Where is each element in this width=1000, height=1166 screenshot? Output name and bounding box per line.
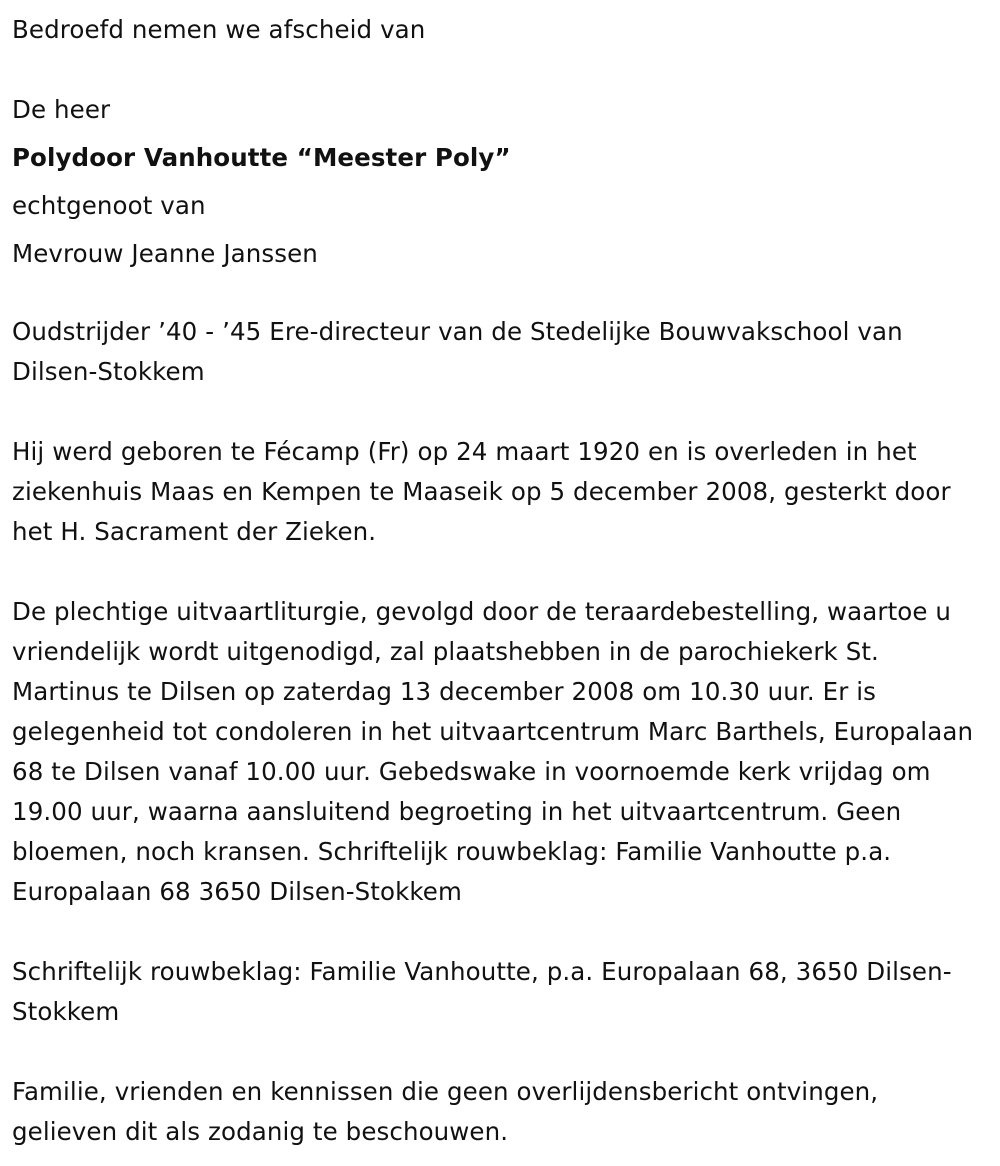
salutation: De heer [12,95,111,124]
spacer [12,392,988,432]
spacer [12,552,988,592]
titles-paragraph: Oudstrijder ’40 - ’45 Ere-directeur van de Stedelijke Bouwvakschool van Dilsen-Stokkem [12,317,903,386]
spacer [12,912,988,952]
deceased-name: Polydoor Vanhoutte “Meester Poly” [12,143,511,172]
relation-line: echtgenoot van [12,191,206,220]
closing-paragraph: Familie, vrienden en kennissen die geen overlijdensbericht ontvingen, gelieven dit als zodanig te beschouwen. [12,1077,879,1146]
intro-line: Bedroefd nemen we afscheid van [12,15,426,44]
birth-death-paragraph: Hij werd geboren te Fécamp (Fr) op 24 maart 1920 en is overleden in het ziekenhuis Maas en Kempen te Maaseik op 5 december 2008, gesterkt door het H. Sacrament der Zieken. [12,437,951,546]
spacer [12,54,988,86]
spacer [12,1032,988,1072]
spacer [12,278,988,312]
funeral-paragraph: De plechtige uitvaartliturgie, gevolgd door de teraardebestelling, waartoe u vriendelijk wordt uitgenodigd, zal plaatshebben in de parochiekerk St. Martinus te Dilsen op zaterdag 13 december 2008 om 10.30 uur. Er is gelegenheid tot condoleren in het uitvaartcentrum Marc Barthels, Europalaan 68 te Dilsen vanaf 10.00 uur. Gebedswake in voornoemde kerk vrijdag om 19.00 uur, waarna aansluitend begroeting in het uitvaartcentrum. Geen bloemen, noch kransen. Schriftelijk rouwbeklag: Familie Vanhoutte p.a. Europalaan 68 3650 Dilsen-Stokkem [12,597,974,906]
spouse-name: Mevrouw Jeanne Janssen [12,239,318,268]
condolences-paragraph: Schriftelijk rouwbeklag: Familie Vanhoutte, p.a. Europalaan 68, 3650 Dilsen-Stokkem [12,957,952,1026]
